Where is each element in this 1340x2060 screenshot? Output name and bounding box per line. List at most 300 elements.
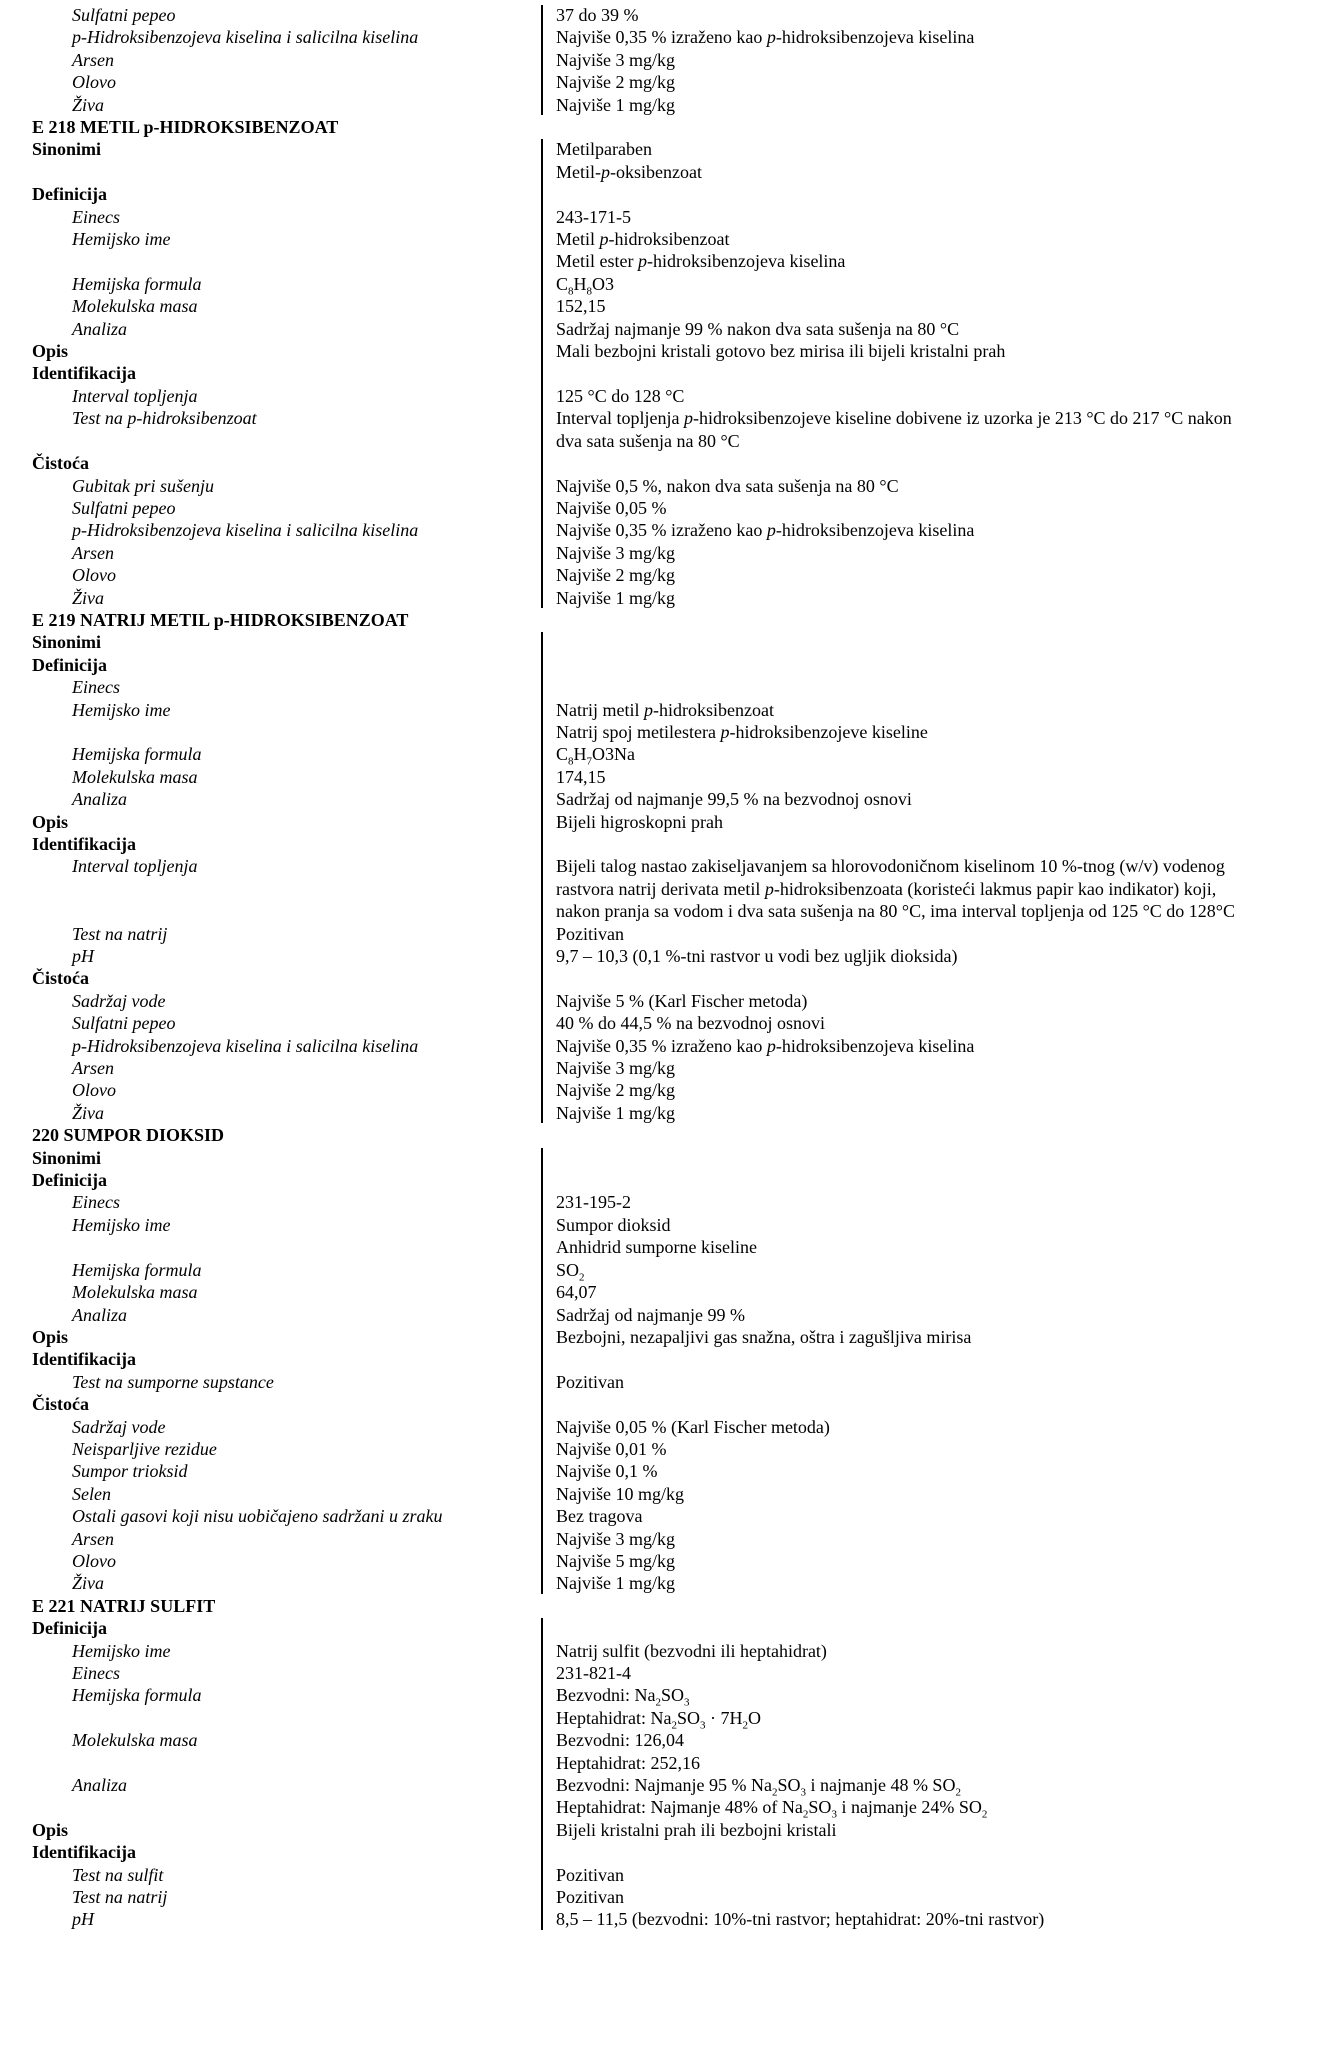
- spec-row: [32, 1371, 1312, 1393]
- parameter-label: Molekulska masa: [72, 766, 198, 787]
- spec-row: [32, 967, 1312, 989]
- value-line: [556, 833, 1302, 855]
- parameter-label: Analiza: [72, 1775, 128, 1796]
- parameter-value: [540, 1393, 1302, 1415]
- value-line: Pozitivan: [556, 1371, 624, 1392]
- value-line: [556, 1393, 1302, 1415]
- section-label: Identifikacija: [32, 1349, 137, 1370]
- value-line: Bezvodni: $Na_2SO_3$: [556, 1685, 690, 1709]
- parameter-value: [540, 1483, 1302, 1505]
- spec-row: [32, 318, 1312, 340]
- parameter-value: [540, 1572, 1302, 1594]
- spec-row: [32, 1281, 1312, 1303]
- spec-row: [32, 833, 1312, 855]
- value-line: Bezbojni, nezapaljivi gas snažna, oštra i zagušljiva mirisa: [556, 1326, 972, 1347]
- spec-row: [32, 26, 1312, 48]
- parameter-value: [540, 967, 1302, 989]
- parameter-value: [540, 676, 1302, 698]
- parameter-label: Hemijsko ime: [72, 1640, 171, 1661]
- parameter-label: Živa: [72, 94, 105, 115]
- spec-row: [32, 183, 1312, 205]
- column-divider: [541, 139, 543, 607]
- parameter-label: pH: [72, 946, 94, 967]
- parameter-value: [540, 519, 1302, 541]
- value-line: [556, 1841, 1302, 1863]
- value-line: Sadržaj najmanje 99 % nakon dva sata sušenja na 80 °C: [556, 318, 960, 339]
- parameter-label: Einecs: [72, 1663, 120, 1683]
- parameter-value: [540, 1550, 1302, 1572]
- spec-row: [32, 766, 1312, 788]
- value-line: $C_8H_7O3Na$: [556, 744, 636, 768]
- parameter-value: [540, 833, 1302, 855]
- value-line: Pozitivan: [556, 1864, 624, 1885]
- parameter-label: Selen: [72, 1483, 111, 1504]
- value-line: [556, 362, 1302, 384]
- parameter-value: [540, 1640, 1302, 1662]
- section-label: Sinonimi: [32, 139, 102, 160]
- value-line: Najviše 5 mg/kg: [556, 1550, 675, 1571]
- spec-row: [32, 71, 1312, 93]
- value-line: Najviše 0,5 %, nakon dva sata sušenja na 80 °C: [556, 475, 899, 496]
- spec-row: [32, 362, 1312, 384]
- spec-row: [32, 1259, 1312, 1284]
- parameter-label: Hemijska formula: [72, 273, 202, 294]
- parameter-value: [540, 990, 1302, 1012]
- value-line: 231-195-2: [556, 1192, 631, 1213]
- parameter-value: [540, 1035, 1302, 1057]
- value-line: Metilparaben: [556, 139, 652, 160]
- section-label: Definicija: [32, 1618, 107, 1639]
- spec-row: [32, 1640, 1312, 1662]
- spec-block: [32, 609, 1312, 1124]
- parameter-label: Interval topljenja: [72, 856, 198, 877]
- parameter-label: Sadržaj vode: [72, 990, 166, 1011]
- parameter-label: p-Hidroksibenzojeva kiselina i salicilna kiselina: [72, 27, 419, 48]
- value-line: [556, 676, 1302, 698]
- spec-row: [32, 743, 1312, 768]
- value-line: Metil p-hidroksibenzoat: [556, 229, 730, 250]
- parameter-label: Olovo: [72, 1080, 116, 1101]
- parameter-value: [540, 295, 1302, 317]
- parameter-label: Hemijska formula: [72, 1259, 202, 1280]
- parameter-value: [540, 1348, 1302, 1370]
- spec-row: [32, 699, 1312, 744]
- spec-row: [32, 49, 1312, 71]
- parameter-label: Olovo: [72, 72, 116, 93]
- parameter-value: [540, 1416, 1302, 1438]
- value-line: Najviše 1 mg/kg: [556, 1102, 675, 1123]
- value-line: Metil-p-oksibenzoat: [556, 161, 702, 182]
- parameter-label: Hemijsko ime: [72, 229, 171, 250]
- parameter-label: Arsen: [72, 49, 114, 70]
- parameter-label: Molekulska masa: [72, 296, 198, 317]
- parameter-value: [540, 1102, 1302, 1124]
- value-line: Najviše 0,05 %: [556, 497, 667, 518]
- section-label: Definicija: [32, 184, 107, 205]
- value-line: [556, 1348, 1302, 1370]
- spec-row: [32, 475, 1312, 497]
- value-line: [556, 967, 1302, 989]
- value-line: 231-821-4: [556, 1663, 631, 1683]
- parameter-value: [540, 273, 1302, 298]
- parameter-label: pH: [72, 1909, 94, 1930]
- value-line: [556, 183, 1302, 205]
- parameter-value: [540, 385, 1302, 407]
- spec-block: [32, 1595, 1312, 1931]
- spec-row: [32, 945, 1312, 967]
- spec-row: [32, 228, 1312, 273]
- parameter-value: [540, 1864, 1302, 1886]
- value-line: Najviše 3 mg/kg: [556, 1528, 675, 1549]
- value-line: 40 % do 44,5 % na bezvodnoj osnovi: [556, 1013, 825, 1034]
- spec-row: [32, 519, 1312, 541]
- spec-row: [32, 923, 1312, 945]
- section-label: Opis: [32, 1819, 69, 1840]
- parameter-label: Arsen: [72, 1058, 114, 1079]
- parameter-value: [540, 228, 1302, 273]
- spec-row: [32, 273, 1312, 298]
- spec-row: [32, 1841, 1312, 1863]
- parameter-value: [540, 654, 1302, 676]
- spec-row: [32, 452, 1312, 474]
- substance-heading: E 218 METIL p-HIDROKSIBENZOAT: [32, 117, 339, 138]
- value-line: dva sata sušenja na 80 °C: [556, 430, 740, 451]
- parameter-label: Živa: [72, 1573, 105, 1594]
- parameter-value: [540, 743, 1302, 768]
- parameter-label: Sulfatni pepeo: [72, 5, 176, 25]
- parameter-value: [540, 855, 1302, 922]
- parameter-value: [540, 1684, 1302, 1732]
- parameter-value: [540, 497, 1302, 519]
- parameter-label: Hemijsko ime: [72, 699, 171, 720]
- parameter-value: [540, 318, 1302, 340]
- parameter-value: [540, 1774, 1302, 1822]
- spec-row: [32, 1035, 1312, 1057]
- parameter-value: [540, 340, 1302, 362]
- parameter-value: [540, 407, 1302, 452]
- spec-row: [32, 1662, 1312, 1684]
- parameter-value: [540, 1326, 1302, 1348]
- parameter-value: [540, 49, 1302, 71]
- value-line: Najviše 1 mg/kg: [556, 587, 675, 608]
- spec-row: [32, 340, 1312, 362]
- parameter-label: Sadržaj vode: [72, 1416, 166, 1437]
- parameter-value: [540, 1371, 1302, 1393]
- parameter-label: p-Hidroksibenzojeva kiselina i salicilna kiselina: [72, 1035, 419, 1056]
- parameter-value: [540, 1304, 1302, 1326]
- value-line: [556, 631, 1302, 653]
- value-line: 64,07: [556, 1282, 597, 1303]
- value-line: Najviše 0,05 % (Karl Fischer metoda): [556, 1416, 830, 1437]
- parameter-value: [540, 587, 1302, 609]
- value-line: Najviše 2 mg/kg: [556, 565, 675, 586]
- section-label: Opis: [32, 341, 69, 362]
- parameter-value: [540, 1214, 1302, 1259]
- value-line: [556, 1147, 1302, 1169]
- parameter-value: [540, 542, 1302, 564]
- parameter-label: Olovo: [72, 1550, 116, 1571]
- spec-row: [32, 1774, 1312, 1822]
- spec-row: [32, 990, 1312, 1012]
- parameter-value: [540, 788, 1302, 810]
- spec-row: [32, 811, 1312, 833]
- value-line: nakon pranja sa vodom i dva sata sušenja na 80 °C, ima interval topljenja od 125 °C do 128°C: [556, 901, 1235, 922]
- value-line: Bezvodni: 126,04: [556, 1730, 684, 1751]
- parameter-label: Test na sulfit: [72, 1864, 164, 1885]
- value-line: rastvora natrij derivata metil p-hidroksibenzoata (koristeći lakmus papir kao indikator) koji,: [556, 878, 1217, 899]
- parameter-value: [540, 138, 1302, 183]
- section-label: Čistoća: [32, 453, 89, 474]
- parameter-value: [540, 4, 1302, 26]
- spec-row: [32, 1528, 1312, 1550]
- value-line: Najviše 0,35 % izraženo kao p-hidroksibenzojeva kiselina: [556, 27, 975, 48]
- value-line: Anhidrid sumporne kiseline: [556, 1237, 757, 1258]
- column-divider: [541, 1148, 543, 1594]
- value-line: $C_8H_8O3$: [556, 273, 615, 298]
- spec-row: [32, 542, 1312, 564]
- value-line: Bijeli higroskopni prah: [556, 811, 723, 832]
- section-label: Čistoća: [32, 968, 89, 989]
- parameter-value: [540, 26, 1302, 48]
- value-line: Bezvodni: Najmanje 95 % $Na_2SO_3$ i najmanje 48 % $SO_2$: [556, 1775, 961, 1799]
- spec-row: [32, 206, 1312, 228]
- parameter-label: Molekulska masa: [72, 1730, 198, 1751]
- section-label: Identifikacija: [32, 1842, 137, 1863]
- spec-row: [32, 564, 1312, 586]
- substance-heading: E 219 NATRIJ METIL p-HIDROKSIBENZOAT: [32, 609, 409, 630]
- parameter-value: [540, 1259, 1302, 1284]
- parameter-label: Živa: [72, 1102, 105, 1123]
- column-divider: [541, 5, 543, 115]
- spec-row: [32, 1438, 1312, 1460]
- section-label: Sinonimi: [32, 632, 102, 653]
- parameter-label: Sulfatni pepeo: [72, 497, 176, 518]
- parameter-value: [540, 564, 1302, 586]
- column-divider: [541, 1618, 543, 1930]
- parameter-label: Hemijska formula: [72, 744, 202, 765]
- value-line: [556, 452, 1302, 474]
- section-label: Definicija: [32, 654, 107, 675]
- section-label: Definicija: [32, 1170, 107, 1191]
- value-line: [556, 654, 1302, 676]
- spec-row: [32, 1012, 1312, 1034]
- spec-row: [32, 1057, 1312, 1079]
- spec-row: [32, 631, 1312, 653]
- parameter-label: Molekulska masa: [72, 1282, 198, 1303]
- parameter-value: [540, 362, 1302, 384]
- value-line: Natrij metil p-hidroksibenzoat: [556, 699, 774, 720]
- value-line: Pozitivan: [556, 1887, 624, 1908]
- spec-row: [32, 1147, 1312, 1169]
- spec-row: [32, 587, 1312, 609]
- parameter-value: [540, 1079, 1302, 1101]
- spec-row: [32, 1102, 1312, 1124]
- spec-row: [32, 1214, 1312, 1259]
- spec-row: [32, 295, 1312, 317]
- spec-block: [32, 1124, 1312, 1595]
- spec-row: [32, 1684, 1312, 1732]
- section-label: Sinonimi: [32, 1147, 102, 1168]
- specification-document: [32, 4, 1312, 1931]
- parameter-label: p-Hidroksibenzojeva kiselina i salicilna kiselina: [72, 520, 419, 541]
- parameter-value: [540, 811, 1302, 833]
- spec-block: [32, 116, 1312, 609]
- parameter-label: Neisparljive rezidue: [72, 1438, 217, 1459]
- spec-row: [32, 1348, 1312, 1370]
- value-line: Metil ester p-hidroksibenzojeva kiselina: [556, 251, 846, 272]
- spec-row: [32, 94, 1312, 116]
- parameter-value: [540, 1662, 1302, 1684]
- spec-row: [32, 1326, 1312, 1348]
- parameter-label: Živa: [72, 587, 105, 608]
- value-line: Najviše 3 mg/kg: [556, 49, 675, 70]
- parameter-value: [540, 475, 1302, 497]
- spec-row: [32, 1572, 1312, 1594]
- parameter-label: Analiza: [72, 1304, 128, 1325]
- value-line: Sumpor dioksid: [556, 1214, 671, 1235]
- value-line: Najviše 2 mg/kg: [556, 1080, 675, 1101]
- spec-row: [32, 4, 1312, 26]
- parameter-value: [540, 945, 1302, 967]
- section-label: Opis: [32, 811, 69, 832]
- value-line: Pozitivan: [556, 923, 624, 944]
- spec-row: [32, 1169, 1312, 1191]
- substance-heading: E 221 NATRIJ SULFIT: [32, 1595, 216, 1616]
- parameter-value: [540, 1147, 1302, 1169]
- parameter-value: [540, 1460, 1302, 1482]
- value-line: 125 °C do 128 °C: [556, 385, 685, 406]
- parameter-value: [540, 1886, 1302, 1908]
- value-line: Sadržaj od najmanje 99 %: [556, 1304, 745, 1325]
- spec-row: [32, 1908, 1312, 1930]
- value-line: [556, 1169, 1302, 1191]
- parameter-label: Einecs: [72, 677, 120, 698]
- parameter-label: Sumpor trioksid: [72, 1461, 188, 1482]
- value-line: Sadržaj od najmanje 99,5 % na bezvodnoj osnovi: [556, 789, 912, 810]
- parameter-value: [540, 923, 1302, 945]
- spec-row: [32, 1617, 1312, 1639]
- value-line: Heptahidrat: $Na_2SO_3 \cdot 7H_2O$: [556, 1707, 761, 1732]
- parameter-value: [540, 71, 1302, 93]
- parameter-value: [540, 631, 1302, 653]
- spec-row: [32, 1191, 1312, 1213]
- value-line: Najviše 0,35 % izraženo kao p-hidroksibenzojeva kiselina: [556, 1035, 975, 1056]
- parameter-label: Test na p-hidroksibenzoat: [72, 408, 257, 429]
- parameter-value: [540, 94, 1302, 116]
- value-line: Najviše 0,35 % izraženo kao p-hidroksibenzojeva kiselina: [556, 520, 975, 541]
- column-divider: [541, 632, 543, 1123]
- parameter-label: Hemijsko ime: [72, 1214, 171, 1235]
- parameter-label: Arsen: [72, 542, 114, 563]
- parameter-value: [540, 1191, 1302, 1213]
- value-line: 8,5 – 11,5 (bezvodni: 10%-tni rastvor; heptahidrat: 20%-tni rastvor): [556, 1909, 1045, 1930]
- spec-row: [32, 1505, 1312, 1527]
- spec-row: [32, 1864, 1312, 1886]
- value-line: Bijeli kristalni prah ili bezbojni kristali: [556, 1819, 837, 1840]
- parameter-label: Ostali gasovi koji nisu uobičajeno sadržani u zraku: [72, 1506, 443, 1527]
- spec-row: [32, 1729, 1312, 1774]
- parameter-value: [540, 1528, 1302, 1550]
- value-line: Najviše 10 mg/kg: [556, 1483, 684, 1504]
- spec-row: [32, 1416, 1312, 1438]
- parameter-label: Test na sumporne supstance: [72, 1371, 274, 1392]
- value-line: 152,15: [556, 296, 606, 317]
- parameter-value: [540, 183, 1302, 205]
- spec-row: [32, 1393, 1312, 1415]
- value-line: Najviše 0,01 %: [556, 1438, 667, 1459]
- parameter-value: [540, 766, 1302, 788]
- value-line: Heptahidrat: Najmanje 48% of $Na_2SO_3$ i najmanje 24% $SO_2$: [556, 1797, 988, 1822]
- parameter-label: Gubitak pri sušenju: [72, 475, 214, 496]
- spec-row: [32, 1304, 1312, 1326]
- value-line: Najviše 2 mg/kg: [556, 72, 675, 93]
- parameter-value: [540, 1908, 1302, 1930]
- spec-row: [32, 385, 1312, 407]
- value-line: Mali bezbojni kristali gotovo bez mirisa ili bijeli kristalni prah: [556, 341, 1006, 362]
- value-line: Najviše 1 mg/kg: [556, 1573, 675, 1594]
- parameter-value: [540, 699, 1302, 744]
- parameter-label: Arsen: [72, 1528, 114, 1549]
- parameter-value: [540, 1438, 1302, 1460]
- spec-row: [32, 1079, 1312, 1101]
- parameter-label: Analiza: [72, 318, 128, 339]
- parameter-value: [540, 1012, 1302, 1034]
- spec-row: [32, 1460, 1312, 1482]
- spec-row: [32, 1550, 1312, 1572]
- section-label: Čistoća: [32, 1394, 89, 1415]
- parameter-label: Test na natrij: [72, 923, 168, 944]
- parameter-value: [540, 1819, 1302, 1841]
- value-line: Najviše 5 % (Karl Fischer metoda): [556, 990, 808, 1011]
- section-label: Opis: [32, 1326, 69, 1347]
- spec-row: [32, 138, 1312, 183]
- parameter-label: Einecs: [72, 206, 120, 227]
- value-line: Najviše 1 mg/kg: [556, 94, 675, 115]
- spec-row: [32, 855, 1312, 922]
- value-line: Bez tragova: [556, 1506, 643, 1527]
- value-line: 9,7 – 10,3 (0,1 %-tni rastvor u vodi bez ugljik dioksida): [556, 946, 958, 967]
- value-line: Natrij spoj metilestera p-hidroksibenzojeve kiseline: [556, 721, 928, 742]
- parameter-label: Hemijska formula: [72, 1685, 202, 1706]
- parameter-label: Sulfatni pepeo: [72, 1013, 176, 1034]
- value-line: Bijeli talog nastao zakiseljavanjem sa hlorovodoničnom kiselinom 10 %-tnog (w/v) vodenog: [556, 856, 1225, 877]
- parameter-value: [540, 1505, 1302, 1527]
- value-line: Heptahidrat: 252,16: [556, 1752, 700, 1773]
- parameter-label: Olovo: [72, 565, 116, 586]
- parameter-value: [540, 1729, 1302, 1774]
- parameter-label: Test na natrij: [72, 1887, 168, 1908]
- value-line: Najviše 3 mg/kg: [556, 542, 675, 563]
- value-line: Najviše 3 mg/kg: [556, 1058, 675, 1079]
- section-label: Identifikacija: [32, 834, 137, 854]
- value-line: $SO_2$: [556, 1259, 585, 1284]
- parameter-value: [540, 1057, 1302, 1079]
- value-line: 174,15: [556, 766, 606, 787]
- value-line: 243-171-5: [556, 206, 631, 227]
- parameter-label: Analiza: [72, 789, 128, 810]
- parameter-value: [540, 452, 1302, 474]
- parameter-value: [540, 206, 1302, 228]
- value-line: Najviše 0,1 %: [556, 1461, 658, 1482]
- spec-row: [32, 788, 1312, 810]
- parameter-value: [540, 1617, 1302, 1639]
- spec-row: [32, 676, 1312, 698]
- spec-row: [32, 1886, 1312, 1908]
- parameter-value: [540, 1841, 1302, 1863]
- substance-heading: 220 SUMPOR DIOKSID: [32, 1125, 225, 1146]
- spec-row: [32, 497, 1312, 519]
- parameter-value: [540, 1281, 1302, 1303]
